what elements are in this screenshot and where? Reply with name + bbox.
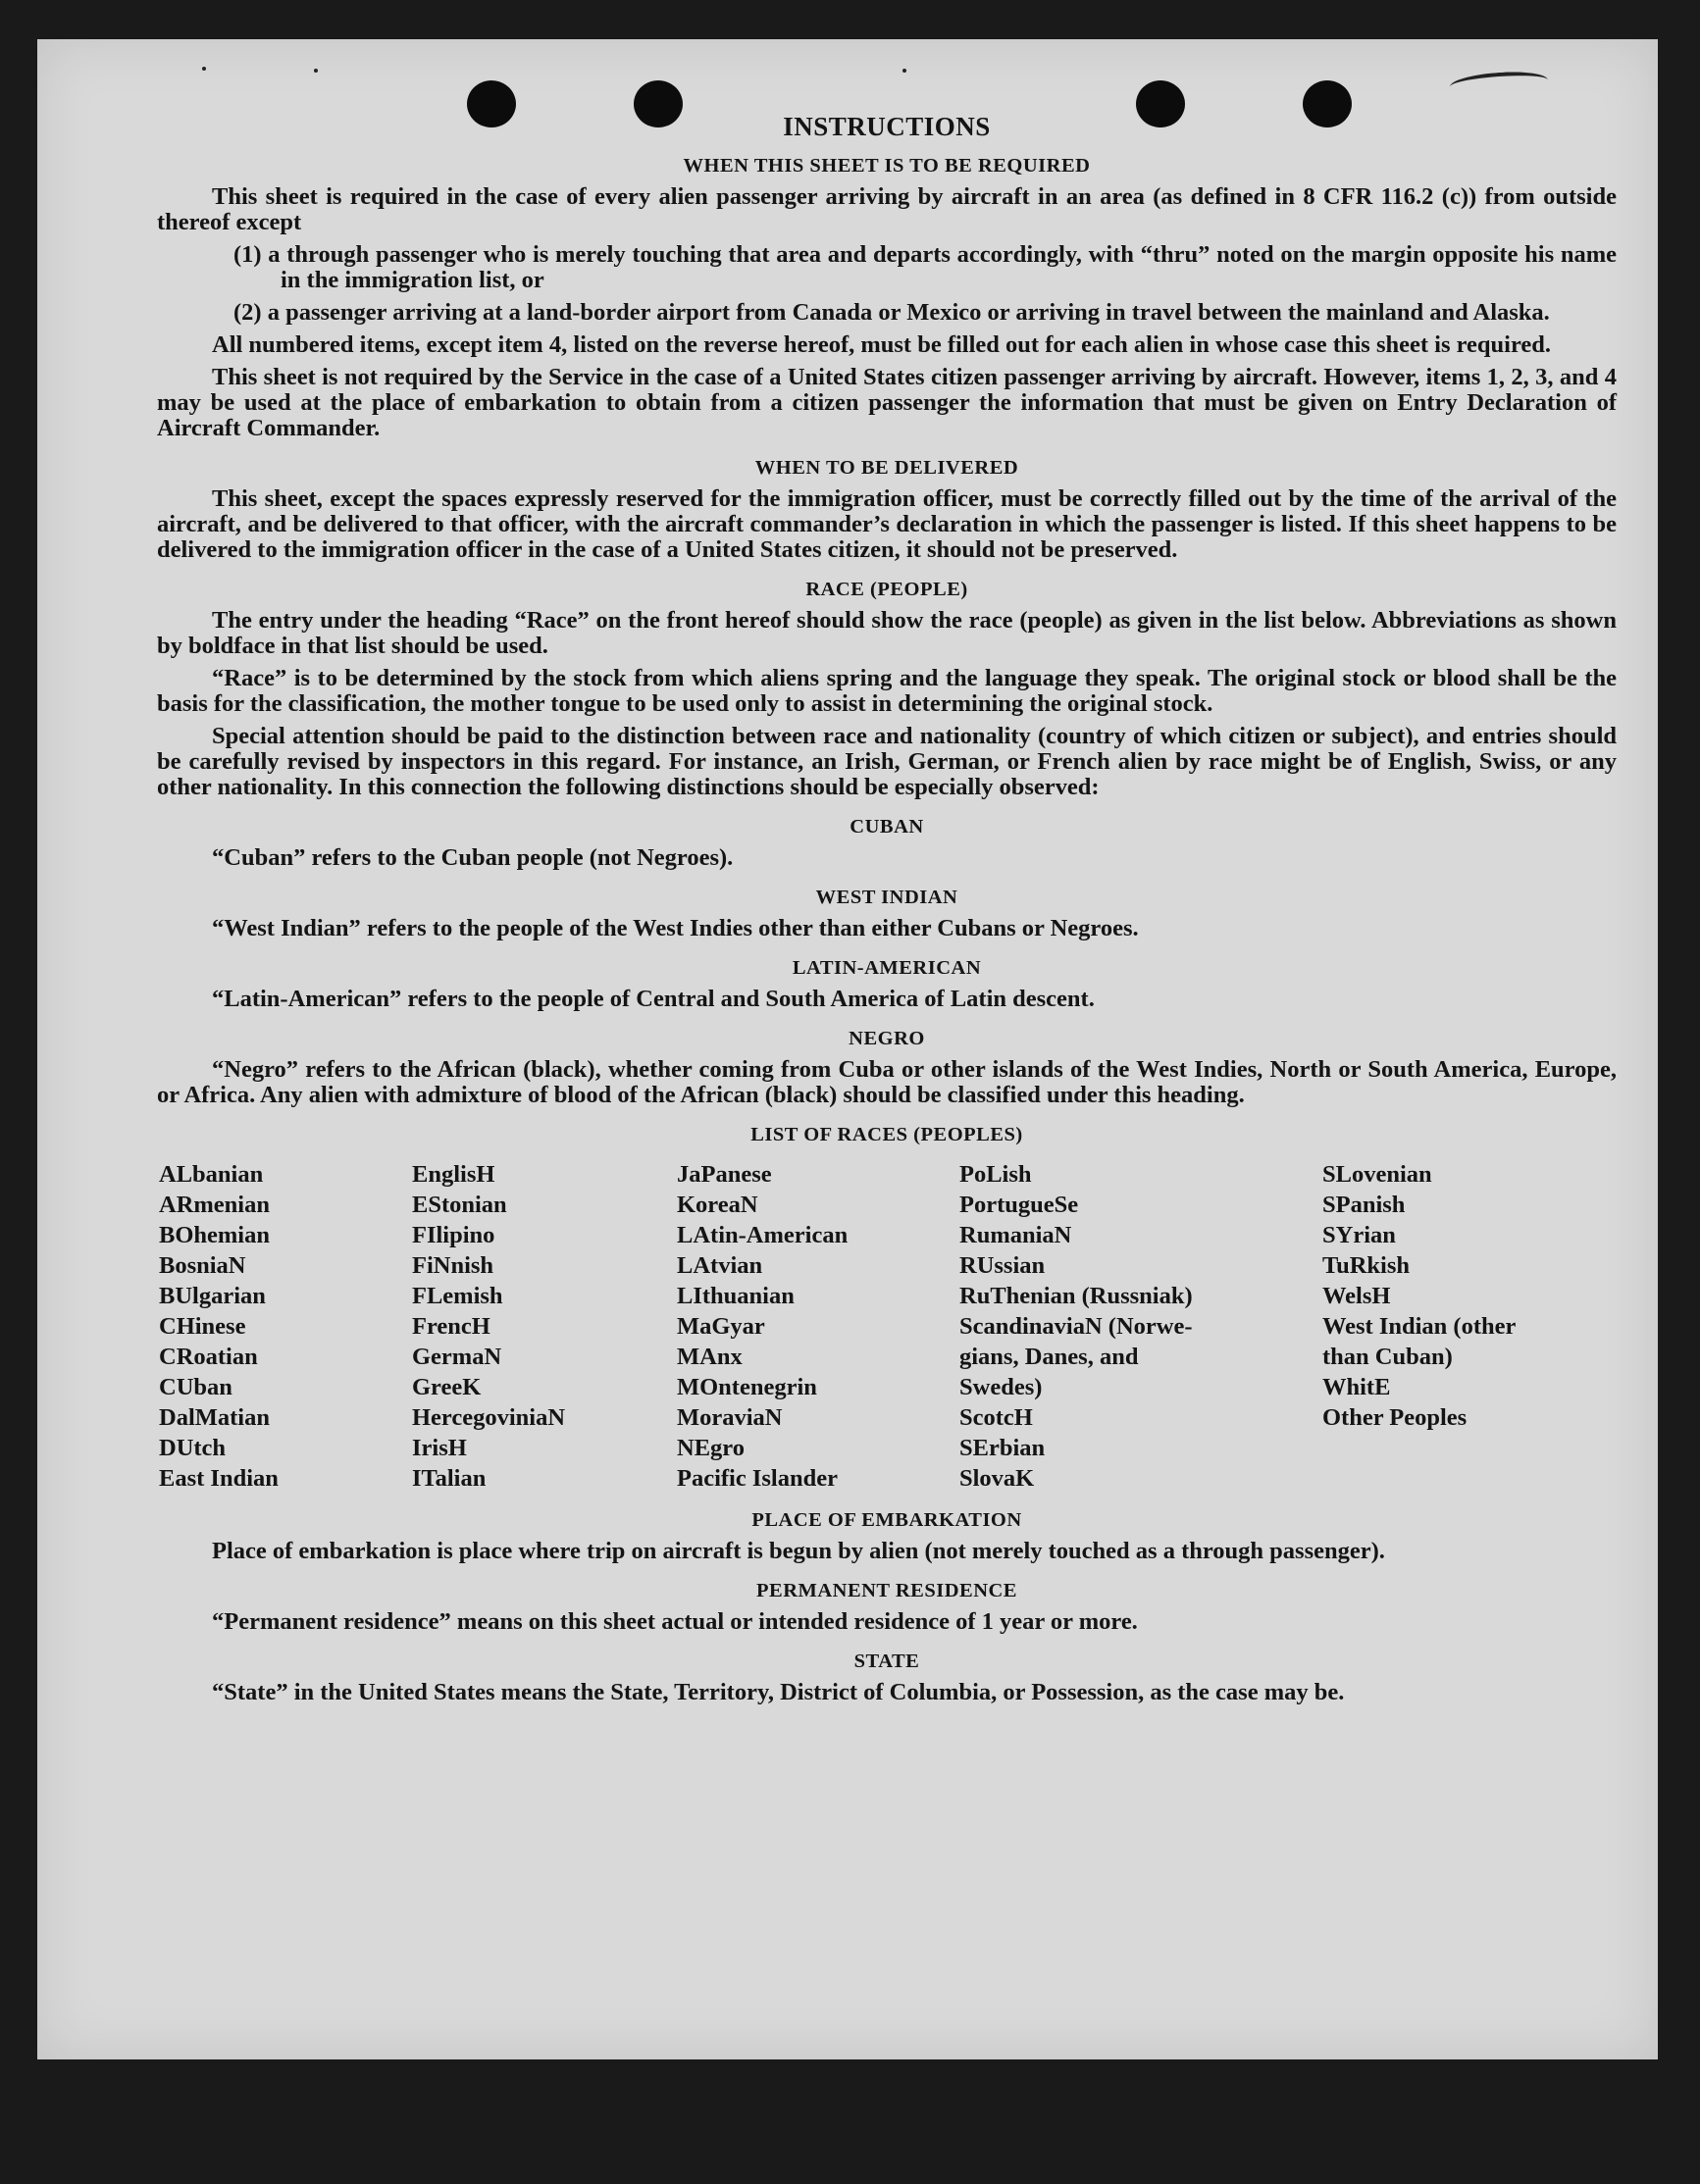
race-entry: MaGyar: [677, 1313, 765, 1340]
race-entry: FrencH: [412, 1313, 490, 1340]
race-entry: WhitE: [1322, 1374, 1391, 1400]
paragraph: This sheet is not required by the Service in the case of a United States citizen passenger arriving by aircraft. However, items 1, 2, 3, and 4 may be used at the place of embarkation to obtain from a citizen passenger the information that must be given on Entry Declaration of Aircraft Commander.: [157, 364, 1617, 441]
race-entry: ALbanian: [159, 1161, 264, 1188]
races-column: [159, 1159, 412, 1494]
race-entry: CRoatian: [159, 1344, 258, 1370]
paragraph: The entry under the heading “Race” on the front hereof should show the race (people) as given in the list below. Abbreviations as shown by boldface in that list should be used.: [157, 607, 1617, 659]
race-entry: KoreaN: [677, 1192, 758, 1218]
races-column: [959, 1159, 1322, 1494]
race-entry: RUssian: [959, 1252, 1046, 1279]
race-entry: MoraviaN: [677, 1404, 783, 1431]
race-entry: ARmenian: [159, 1192, 270, 1218]
race-entry: MAnx: [677, 1344, 743, 1370]
race-entry: NEgro: [677, 1435, 745, 1461]
paragraph: All numbered items, except item 4, listed on the reverse hereof, must be filled out for each alien in whose case this sheet is required.: [212, 331, 1552, 358]
race-entry: SLovenian: [1322, 1161, 1432, 1188]
section-heading-latin-american: LATIN-AMERICAN: [792, 957, 982, 979]
race-entry: SYrian: [1322, 1222, 1396, 1248]
paragraph: “Permanent residence” means on this sheet actual or intended residence of 1 year or more.: [212, 1608, 1138, 1635]
race-entry: PortugueSe: [959, 1192, 1079, 1218]
race-entry: Other Peoples: [1322, 1404, 1468, 1431]
paragraph: “State” in the United States means the State, Territory, District of Columbia, or Possession, as the case may be.: [212, 1679, 1345, 1705]
race-entry: LAtvian: [677, 1252, 763, 1279]
section-heading-state: STATE: [853, 1651, 920, 1672]
race-entry: LIthuanian: [677, 1283, 795, 1309]
race-entry: ScotcH: [959, 1404, 1033, 1431]
speck: [202, 67, 206, 71]
races-column: [1322, 1159, 1617, 1494]
race-entry: BosniaN: [159, 1252, 246, 1279]
section-heading-negro: NEGRO: [849, 1028, 925, 1049]
section-heading-delivered: WHEN TO BE DELIVERED: [754, 457, 1019, 479]
race-entry: PoLish: [959, 1161, 1032, 1188]
race-entry: ScandinaviaN (Norwe- gians, Danes, and Swedes): [959, 1313, 1193, 1400]
race-entry: BOhemian: [159, 1222, 270, 1248]
paragraph: Place of embarkation is place where trip on aircraft is begun by alien (not merely touched as a through passenger).: [212, 1538, 1385, 1564]
races-column: [677, 1159, 959, 1494]
section-heading-embarkation: PLACE OF EMBARKATION: [751, 1509, 1022, 1531]
page-title: INSTRUCTIONS: [783, 112, 991, 141]
paragraph: “Negro” refers to the African (black), whether coming from Cuba or other islands of the West Indies, North or South America, Europe, or Africa. Any alien with admixture of blood of the African (black) should be classified under this heading.: [157, 1056, 1617, 1108]
race-entry: LAtin-American: [677, 1222, 849, 1248]
race-entry: SlovaK: [959, 1465, 1035, 1492]
race-entry: RuThenian (Russniak): [959, 1283, 1193, 1309]
race-entry: Pacific Islander: [677, 1465, 838, 1492]
race-entry: MOntenegrin: [677, 1374, 817, 1400]
race-entry: TuRkish: [1322, 1252, 1411, 1279]
section-heading-races-list: LIST OF RACES (PEOPLES): [750, 1124, 1023, 1145]
race-entry: EStonian: [412, 1192, 507, 1218]
paragraph: This sheet, except the spaces expressly reserved for the immigration officer, must be correctly filled out by the time of the arrival of the aircraft, and be delivered to that officer, with the aircraft commander’s declaration in which the passenger is listed. If this sheet happens to be delivered to the immigration officer in the case of a United States citizen, it should not be preserved.: [157, 485, 1617, 563]
race-entry: RumaniaN: [959, 1222, 1072, 1248]
paragraph: “Cuban” refers to the Cuban people (not Negroes).: [212, 844, 734, 871]
race-entry: IrisH: [412, 1435, 467, 1461]
race-entry: FiNnish: [412, 1252, 494, 1279]
race-entry: CUban: [159, 1374, 232, 1400]
section-heading-residence: PERMANENT RESIDENCE: [756, 1580, 1017, 1601]
race-entry: ITalian: [412, 1465, 487, 1492]
races-column: [412, 1159, 677, 1494]
race-entry: FIlipino: [412, 1222, 495, 1248]
race-entry: BUlgarian: [159, 1283, 266, 1309]
race-entry: HercegoviniaN: [412, 1404, 566, 1431]
instructions-content: [157, 114, 1617, 1712]
race-entry: GermaN: [412, 1344, 502, 1370]
section-heading-west-indian: WEST INDIAN: [815, 887, 958, 908]
race-entry: WelsH: [1322, 1283, 1391, 1309]
race-entry: DUtch: [159, 1435, 227, 1461]
race-entry: East Indian: [159, 1465, 279, 1492]
race-entry: FLemish: [412, 1283, 503, 1309]
race-entry: West Indian (other than Cuban): [1322, 1313, 1517, 1370]
race-entry: JaPanese: [677, 1161, 772, 1188]
paragraph: “Race” is to be determined by the stock from which aliens spring and the language they speak. The original stock or blood shall be the basis for the classification, the mother tongue to be used only to assist in determining the original stock.: [157, 665, 1617, 717]
paragraph: This sheet is required in the case of every alien passenger arriving by aircraft in an area (as defined in 8 CFR 116.2 (c)) from outside thereof except: [157, 183, 1617, 235]
race-entry: GreeK: [412, 1374, 482, 1400]
paragraph: “Latin-American” refers to the people of Central and South America of Latin descent.: [212, 986, 1095, 1012]
race-entry: EnglisH: [412, 1161, 495, 1188]
paragraph: Special attention should be paid to the distinction between race and nationality (country of which citizen or subject), and entries should be carefully revised by inspectors in this regard. For instance, an Irish, German, or French alien by race might be of English, Swiss, or any other nationality. In this connection the following distinctions should be especially observed:: [157, 723, 1617, 800]
section-heading-race: RACE (PEOPLE): [805, 579, 968, 600]
race-entry: SPanish: [1322, 1192, 1406, 1218]
races-list: [159, 1159, 1617, 1494]
race-entry: SErbian: [959, 1435, 1046, 1461]
section-heading-cuban: CUBAN: [850, 816, 924, 838]
paragraph: “West Indian” refers to the people of the West Indies other than either Cubans or Negroes.: [212, 915, 1139, 941]
list-item: (1) a through passenger who is merely touching that area and departs accordingly, with “thru” noted on the margin opposite his name in the immigration list, or: [233, 241, 1617, 293]
list-item: (2) a passenger arriving at a land-border airport from Canada or Mexico or arriving in travel between the mainland and Alaska.: [233, 299, 1550, 326]
speck: [902, 69, 906, 73]
section-heading-required: WHEN THIS SHEET IS TO BE REQUIRED: [683, 155, 1091, 177]
race-entry: DalMatian: [159, 1404, 270, 1431]
pen-mark: [1449, 70, 1548, 98]
speck: [314, 69, 318, 73]
race-entry: CHinese: [159, 1313, 246, 1340]
document-sheet: [37, 39, 1658, 2059]
